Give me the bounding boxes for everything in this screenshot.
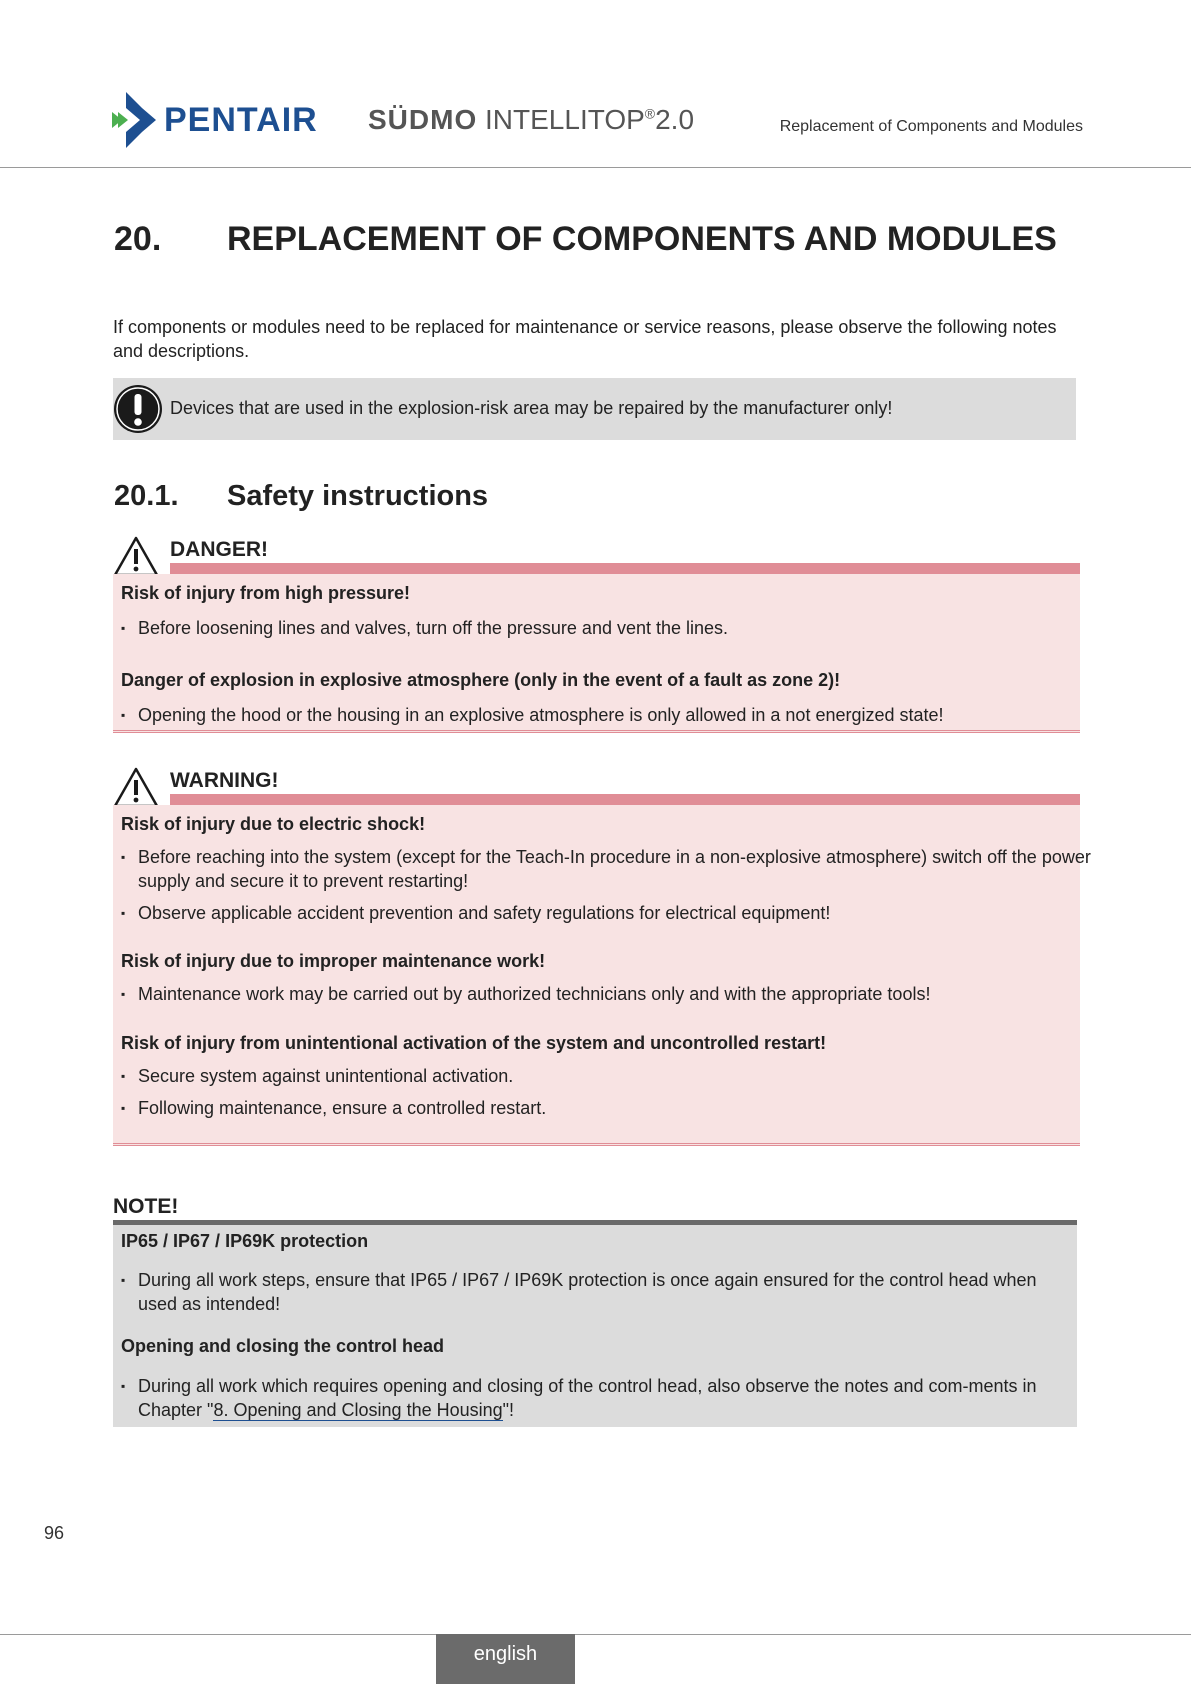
page-number: 96 — [44, 1523, 65, 1543]
danger-heading: Risk of injury from high pressure! — [121, 583, 411, 603]
warning-header-bar — [170, 794, 1080, 805]
warning-bullet: ▪ Before reaching into the system (except for the Teach-In procedure in a non-explosive atmosphere) switch off the power supply and secure it to prevent restarting! — [121, 845, 1098, 893]
note-label: NOTE! — [113, 1195, 179, 1218]
product-version: 2.0 — [655, 104, 695, 135]
section-title: Safety instructions — [227, 480, 489, 512]
warning-bullet: ▪ Following maintenance, ensure a controlled restart. — [121, 1096, 1098, 1120]
danger-bullet: ▪ Opening the hood or the housing in an explosive atmosphere is only allowed in a not energized state! — [121, 703, 1098, 727]
chapter-intro: If components or modules need to be replaced for maintenance or service reasons, please observe the following notes and descriptions. — [113, 317, 1057, 361]
language-label: english — [473, 1643, 538, 1665]
note-body — [113, 1225, 1077, 1427]
footer-divider — [0, 1634, 1191, 1635]
warning-triangle-icon — [113, 766, 159, 808]
product-registered-mark: ® — [644, 105, 656, 122]
info-notice-text: Devices that are used in the explosion-risk area may be repaired by the manufacturer only! — [170, 398, 893, 418]
note-bullet-suffix: "! — [502, 1400, 515, 1420]
warning-bullet: ▪ Secure system against unintentional activation. — [121, 1064, 1098, 1088]
product-brand: SÜDMO — [368, 104, 478, 135]
brand-name: PENTAIR — [164, 100, 318, 139]
exclamation-icon — [113, 384, 163, 434]
warning-bullet: ▪ Maintenance work may be carried out by authorized technicians only and with the appropriate tools! — [121, 982, 1098, 1006]
warning-heading: Risk of injury due to electric shock! — [121, 814, 426, 834]
warning-heading: Risk of injury from unintentional activation of the system and uncontrolled restart! — [121, 1033, 827, 1053]
warning-label: WARNING! — [170, 769, 279, 792]
warning-box — [113, 766, 1091, 1146]
note-heading: IP65 / IP67 / IP69K protection — [121, 1231, 369, 1251]
chapter-title: REPLACEMENT OF COMPONENTS AND MODULES — [227, 220, 1057, 258]
note-heading: Opening and closing the control head — [121, 1336, 445, 1356]
warning-bullet: ▪ Observe applicable accident prevention and safety regulations for electrical equipment! — [121, 901, 1098, 925]
warning-heading: Risk of injury due to improper maintenance work! — [121, 951, 546, 971]
warning-triangle-icon — [113, 535, 159, 577]
note-bullet — [121, 1374, 1038, 1422]
product-name: INTELLITOP — [485, 104, 645, 135]
danger-heading: Danger of explosion in explosive atmosphere (only in the event of a fault as zone 2)! — [121, 670, 841, 690]
header-divider — [0, 167, 1191, 168]
danger-bullet: ▪ Before loosening lines and valves, turn off the pressure and vent the lines. — [121, 616, 1098, 640]
danger-header-bar — [170, 563, 1080, 574]
language-tab — [436, 1634, 575, 1684]
pentair-logo-icon — [112, 92, 156, 148]
danger-body — [113, 574, 1080, 733]
info-notice — [113, 378, 1076, 440]
warning-body — [113, 805, 1091, 1146]
danger-box — [113, 535, 1080, 733]
chapter-8-link[interactable]: 8. Opening and Closing the Housing — [213, 1400, 503, 1420]
header-section-title: Replacement of Components and Modules — [779, 118, 1083, 135]
section-number: 20.1. — [114, 480, 179, 512]
danger-label: DANGER! — [170, 538, 268, 561]
brand-logo — [112, 92, 318, 148]
product-title — [368, 104, 694, 136]
note-bullet: ▪ During all work steps, ensure that IP65 / IP67 / IP69K protection is once again ensured for the control head when used as intended! — [121, 1268, 1068, 1316]
chapter-number: 20. — [114, 220, 162, 258]
note-bullet-text: During all work which requires opening and closing of the control head, also observe the notes and com-ments in Chapter " — [138, 1376, 1037, 1420]
